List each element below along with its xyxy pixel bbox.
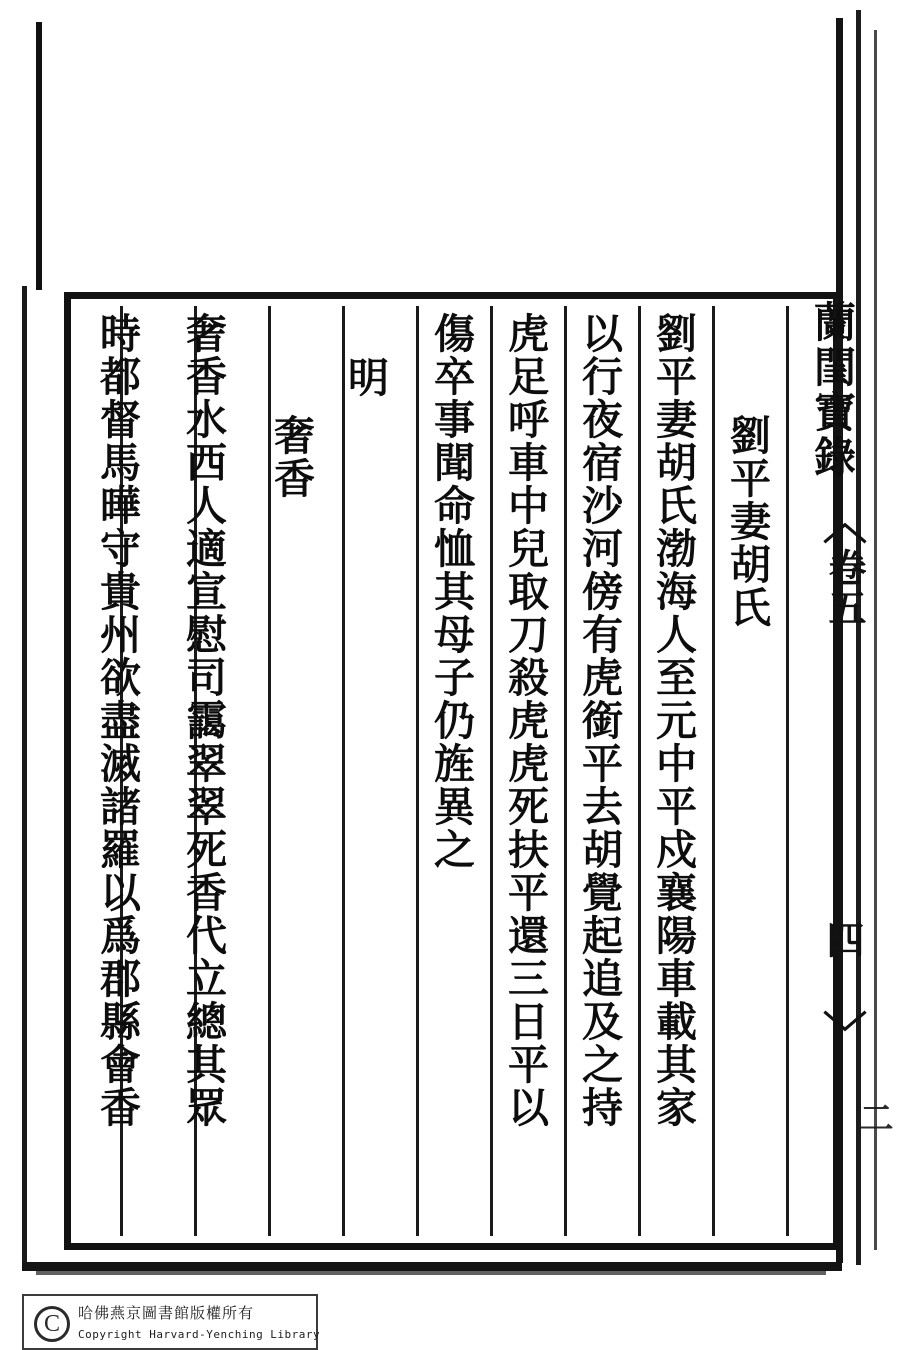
juan-label: 卷五 [822,548,867,628]
body-column-5: 奢香水西人適宣慰司靄翠翠死香代立總其眾 [179,312,227,1129]
edge-mark: 二 [853,1100,893,1136]
bracket-close-icon: 〉 [815,1010,866,1054]
body-column-3: 虎足呼車中兒取刀殺虎虎死扶平還三日平以 [501,312,549,1129]
entry-heading-liu-ping-wife-hu: 劉平妻胡氏 [723,414,771,629]
column-rule-6 [416,306,419,1236]
copyright-icon: C [34,1306,70,1342]
column-rule-4 [564,306,567,1236]
body-column-6: 時都督馬曄守貴州欲盡滅諸羅以爲郡縣會香 [93,312,141,1129]
column-rule-3 [638,306,641,1236]
scan-edge-top-left [36,22,42,290]
dynasty-heading-ming: 明 [341,356,389,399]
column-rule-2 [712,306,715,1236]
body-column-4: 傷卒事聞命恤其母子仍旌異之 [427,312,475,871]
body-column-1: 劉平妻胡氏渤海人至元中平戍襄陽車載其家 [649,312,697,1129]
stamp-english-text: Copyright Harvard-Yenching Library [78,1328,321,1341]
running-title: 蘭閨寶錄 [808,300,857,480]
scan-edge-right-middle [856,10,861,1265]
column-rule-1 [786,306,789,1236]
body-column-2: 以行夜宿沙河傍有虎銜平去胡覺起追及之持 [575,312,623,1129]
scan-edge-bottom [22,1262,842,1271]
scan-edge-bottom-secondary [36,1271,826,1275]
scan-edge-right-inner [874,30,877,1250]
bracket-open-icon: 〈 [815,500,866,544]
scan-edge-left [22,286,27,1271]
entry-heading-she-xiang: 奢香 [267,414,315,500]
column-rule-5 [490,306,493,1236]
column-rule-7 [342,306,345,1236]
stamp-chinese-text: 哈佛燕京圖書館版權所有 [78,1304,255,1322]
copyright-stamp [22,1294,321,1350]
page-number-mark: 四 [820,920,865,960]
